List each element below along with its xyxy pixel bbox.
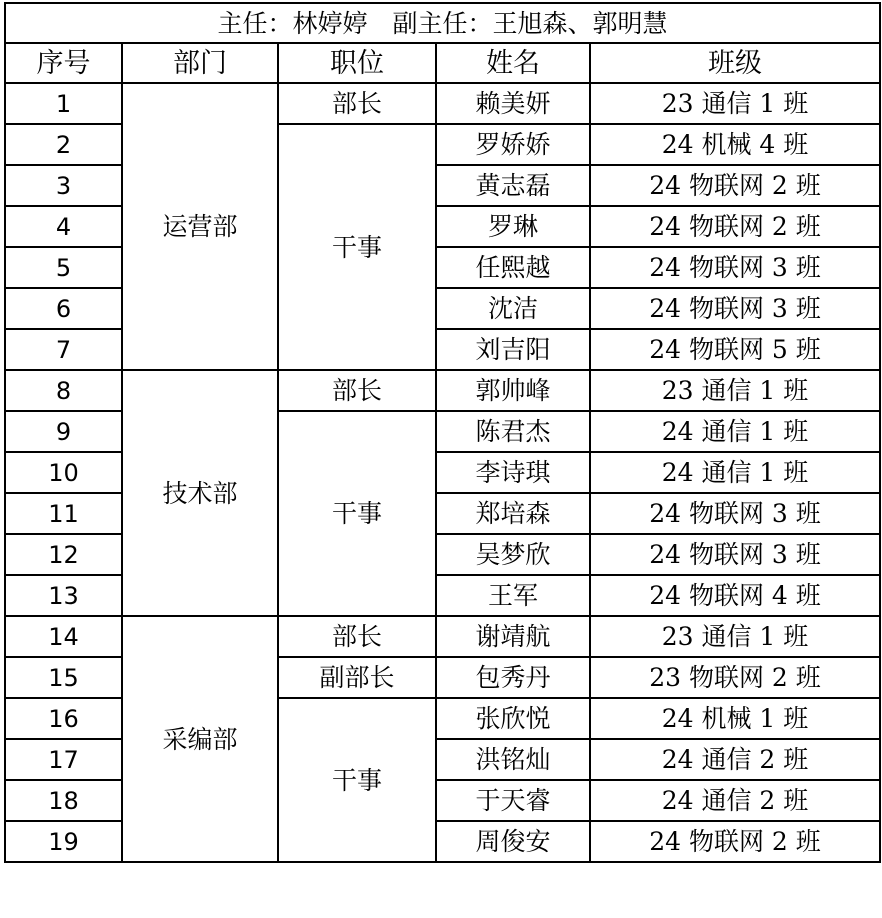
member-name: 周俊安 bbox=[436, 821, 590, 862]
position-cell: 部长 bbox=[278, 616, 436, 657]
row-index: 13 bbox=[5, 575, 122, 616]
row-index: 8 bbox=[5, 370, 122, 411]
row-index: 17 bbox=[5, 739, 122, 780]
row-index: 1 bbox=[5, 83, 122, 124]
member-class: 24 物联网 4 班 bbox=[590, 575, 880, 616]
member-name: 陈君杰 bbox=[436, 411, 590, 452]
member-name: 罗娇娇 bbox=[436, 124, 590, 165]
position-cell: 部长 bbox=[278, 370, 436, 411]
member-name: 张欣悦 bbox=[436, 698, 590, 739]
row-index: 18 bbox=[5, 780, 122, 821]
member-class: 24 通信 1 班 bbox=[590, 411, 880, 452]
member-class: 24 通信 1 班 bbox=[590, 452, 880, 493]
row-index: 12 bbox=[5, 534, 122, 575]
staff-table-body bbox=[5, 3, 880, 862]
header-index: 序号 bbox=[5, 43, 122, 83]
member-class: 24 物联网 5 班 bbox=[590, 329, 880, 370]
position-cell: 干事 bbox=[278, 124, 436, 370]
member-class: 24 机械 4 班 bbox=[590, 124, 880, 165]
member-name: 沈洁 bbox=[436, 288, 590, 329]
header-department: 部门 bbox=[122, 43, 278, 83]
member-class: 24 物联网 2 班 bbox=[590, 165, 880, 206]
member-name: 黄志磊 bbox=[436, 165, 590, 206]
member-class: 24 物联网 2 班 bbox=[590, 206, 880, 247]
member-name: 包秀丹 bbox=[436, 657, 590, 698]
row-index: 2 bbox=[5, 124, 122, 165]
row-index: 9 bbox=[5, 411, 122, 452]
department-cell: 技术部 bbox=[122, 370, 278, 616]
member-name: 郭帅峰 bbox=[436, 370, 590, 411]
member-name: 罗琳 bbox=[436, 206, 590, 247]
member-name: 洪铭灿 bbox=[436, 739, 590, 780]
row-index: 6 bbox=[5, 288, 122, 329]
title-row bbox=[5, 3, 880, 43]
member-class: 24 物联网 3 班 bbox=[590, 288, 880, 329]
row-index: 3 bbox=[5, 165, 122, 206]
row-index: 4 bbox=[5, 206, 122, 247]
table-row bbox=[5, 83, 880, 124]
member-class: 24 物联网 3 班 bbox=[590, 493, 880, 534]
member-class: 23 通信 1 班 bbox=[590, 83, 880, 124]
member-name: 谢靖航 bbox=[436, 616, 590, 657]
member-class: 24 物联网 3 班 bbox=[590, 247, 880, 288]
row-index: 19 bbox=[5, 821, 122, 862]
header-position: 职位 bbox=[278, 43, 436, 83]
member-class: 23 通信 1 班 bbox=[590, 370, 880, 411]
position-cell: 干事 bbox=[278, 411, 436, 616]
header-class: 班级 bbox=[590, 43, 880, 83]
member-name: 于天睿 bbox=[436, 780, 590, 821]
header-name: 姓名 bbox=[436, 43, 590, 83]
member-name: 吴梦欣 bbox=[436, 534, 590, 575]
row-index: 11 bbox=[5, 493, 122, 534]
member-name: 赖美妍 bbox=[436, 83, 590, 124]
department-cell: 采编部 bbox=[122, 616, 278, 862]
staff-table bbox=[4, 2, 881, 863]
member-class: 23 物联网 2 班 bbox=[590, 657, 880, 698]
table-row bbox=[5, 616, 880, 657]
member-class: 24 机械 1 班 bbox=[590, 698, 880, 739]
member-class: 24 通信 2 班 bbox=[590, 780, 880, 821]
row-index: 14 bbox=[5, 616, 122, 657]
member-class: 24 通信 2 班 bbox=[590, 739, 880, 780]
position-cell: 部长 bbox=[278, 83, 436, 124]
member-name: 任熙越 bbox=[436, 247, 590, 288]
table-row bbox=[5, 370, 880, 411]
row-index: 10 bbox=[5, 452, 122, 493]
row-index: 16 bbox=[5, 698, 122, 739]
member-class: 23 通信 1 班 bbox=[590, 616, 880, 657]
row-index: 15 bbox=[5, 657, 122, 698]
header-row bbox=[5, 43, 880, 83]
row-index: 5 bbox=[5, 247, 122, 288]
position-cell: 副部长 bbox=[278, 657, 436, 698]
member-class: 24 物联网 2 班 bbox=[590, 821, 880, 862]
member-name: 李诗琪 bbox=[436, 452, 590, 493]
member-name: 王军 bbox=[436, 575, 590, 616]
row-index: 7 bbox=[5, 329, 122, 370]
leadership-title: 主任：林婷婷 副主任：王旭森、郭明慧 bbox=[5, 3, 880, 43]
department-cell: 运营部 bbox=[122, 83, 278, 370]
member-class: 24 物联网 3 班 bbox=[590, 534, 880, 575]
member-name: 刘吉阳 bbox=[436, 329, 590, 370]
member-name: 郑培森 bbox=[436, 493, 590, 534]
position-cell: 干事 bbox=[278, 698, 436, 862]
